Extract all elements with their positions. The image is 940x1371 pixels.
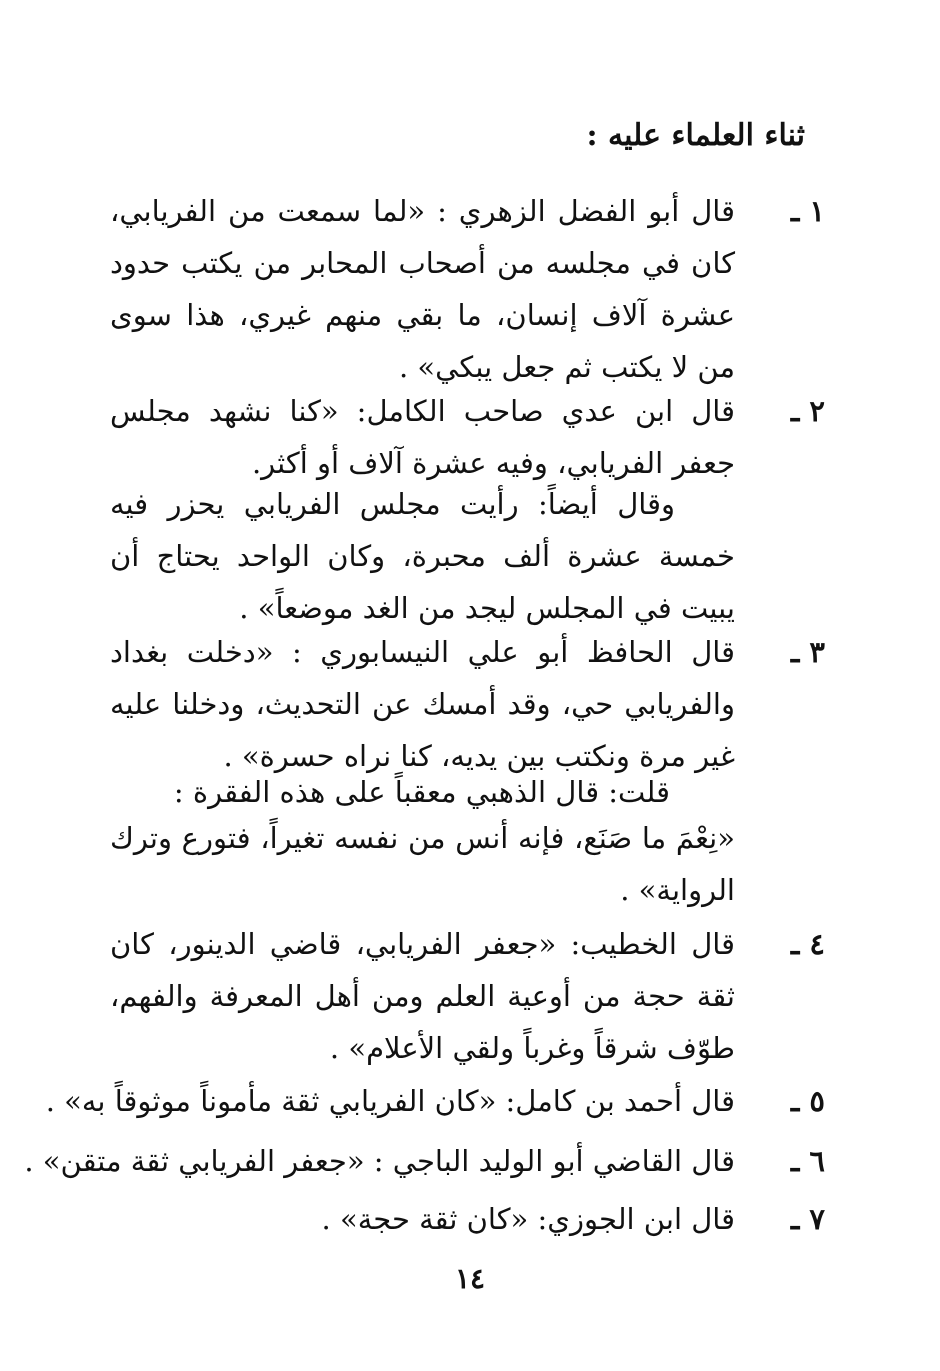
entry-continuation: وقال أيضاً: رأيت مجلس الفريابي يحزر فيه خمسة عشرة ألف محبرة، وكان الواحد يحتاج أن يبيت في المجلس ليجد من الغد موضعاً» . xyxy=(110,487,735,625)
entry-number: ٧ ـ xyxy=(790,1202,825,1236)
page-number: ١٤ xyxy=(454,1262,486,1295)
section-heading: ثناء العلماء عليه : xyxy=(586,118,805,153)
entry-number: ١ ـ xyxy=(790,194,825,228)
entry-text: قال الحافظ أبو علي النيسابوري : «دخلت بغداد والفريابي حي، وقد أمسك عن التحديث، ودخلنا عليه غير مرة ونكتب بين يديه، كنا نراه حسرة» . xyxy=(110,635,735,773)
entry-text: قال أبو الفضل الزهري : «لما سمعت من الفريابي، كان في مجلسه من أصحاب المحابر من يكتب حدود عشرة آلاف إنسان، ما بقي منهم غيري، هذا سوى من لا يكتب ثم جعل يبكي» . xyxy=(110,194,735,384)
entry-number: ٦ ـ xyxy=(790,1144,825,1178)
entry-number: ٣ ـ xyxy=(790,635,825,669)
entry-text: قال الخطيب: «جعفر الفريابي، قاضي الدينور، كان ثقة حجة من أوعية العلم ومن أهل المعرفة والفهم، طوّف شرقاً وغرباً ولقي الأعلام» . xyxy=(110,927,735,1065)
entry-text: قال القاضي أبو الوليد الباجي : «جعفر الفريابي ثقة متقن» . xyxy=(24,1144,735,1178)
editor-quote: «نِعْمَ ما صَنَع، فإنه أنس من نفسه تغيراً، فتورع وترك الرواية» . xyxy=(110,821,735,907)
editor-note: قلت: قال الذهبي معقباً على هذه الفقرة : xyxy=(173,775,670,809)
entry-number: ٥ ـ xyxy=(790,1084,825,1118)
entry-number: ٤ ـ xyxy=(790,927,825,961)
entry-text: قال أحمد بن كامل: «كان الفريابي ثقة مأموناً موثوقاً به» . xyxy=(45,1084,735,1118)
entry-number: ٢ ـ xyxy=(790,394,825,428)
entry-text: قال ابن الجوزي: «كان ثقة حجة» . xyxy=(321,1202,735,1236)
entry-text: قال ابن عدي صاحب الكامل: «كنا نشهد مجلس جعفر الفريابي، وفيه عشرة آلاف أو أكثر. xyxy=(110,394,735,480)
